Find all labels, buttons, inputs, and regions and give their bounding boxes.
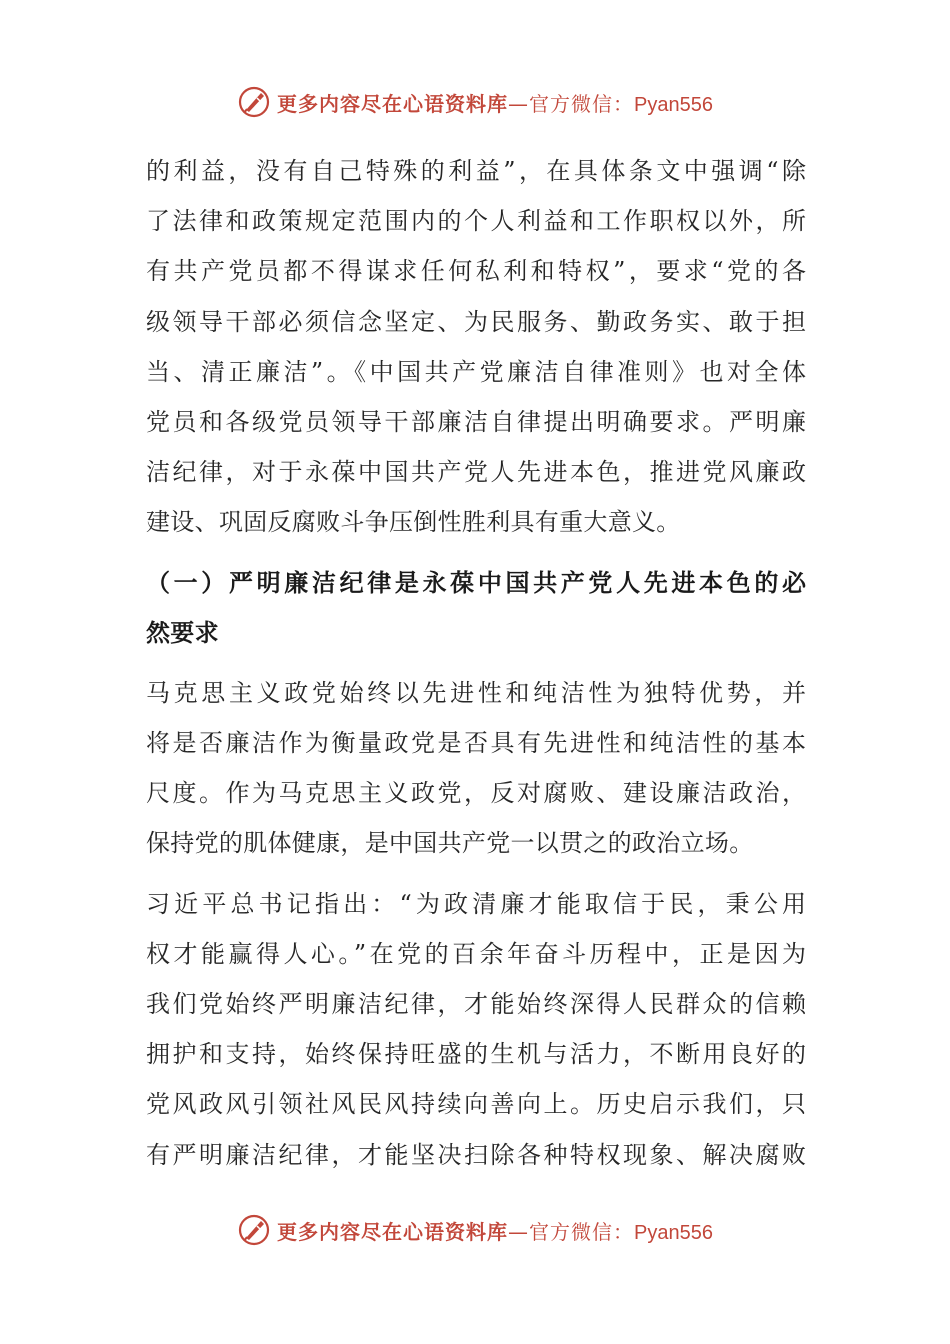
quill-pen-logo-icon bbox=[237, 1213, 271, 1247]
banner-dash: — bbox=[508, 1219, 530, 1244]
text-line: 建设、巩固反腐败斗争压倒性胜利具有重大意义。 bbox=[146, 508, 681, 537]
text-line: 马克思主义政党始终以先进性和纯洁性为独特优势，并 bbox=[146, 678, 806, 707]
section-heading bbox=[146, 558, 806, 658]
paragraph-2 bbox=[146, 668, 806, 869]
brand-name: 更多内容尽在心语资料库 bbox=[277, 91, 509, 116]
brand-name: 更多内容尽在心语资料库 bbox=[277, 1219, 509, 1244]
footer-banner-text bbox=[277, 1216, 713, 1245]
quill-pen-logo-icon bbox=[237, 85, 271, 119]
text-line: 了法律和政策规定范围内的个人利益和工作职权以外，所 bbox=[146, 207, 806, 236]
header-banner bbox=[0, 82, 950, 122]
official-wechat-label: 官方微信： bbox=[529, 1219, 635, 1244]
text-line: 有严明廉洁纪律，才能坚决扫除各种特权现象、解决腐败 bbox=[146, 1140, 806, 1169]
heading-line: （一）严明廉洁纪律是永葆中国共产党人先进本色的必 bbox=[146, 568, 806, 597]
wechat-id: Pyan556 bbox=[634, 1221, 713, 1244]
text-line: 级领导干部必须信念坚定、为民服务、勤政务实、敢于担 bbox=[146, 307, 806, 336]
header-banner-text bbox=[277, 88, 713, 117]
banner-dash: — bbox=[508, 91, 530, 116]
text-line: 当、清正廉洁”。《中国共产党廉洁自律准则》也对全体 bbox=[146, 357, 806, 386]
text-line: 保持党的肌体健康，是中国共产党一以贯之的政治立场。 bbox=[146, 829, 754, 858]
wechat-id: Pyan556 bbox=[634, 93, 713, 116]
text-line: 的利益，没有自己特殊的利益”，在具体条文中强调“除 bbox=[146, 157, 806, 185]
paragraph-3 bbox=[146, 879, 806, 1180]
text-line: 习近平总书记指出：“为政清廉才能取信于民，秉公用 bbox=[146, 889, 806, 918]
text-line: 我们党始终严明廉洁纪律，才能始终深得人民群众的信赖 bbox=[146, 990, 806, 1018]
text-line: 尺度。作为马克思主义政党，反对腐败、建设廉洁政治， bbox=[146, 779, 806, 808]
text-line: 将是否廉洁作为衡量政党是否具有先进性和纯洁性的基本 bbox=[146, 729, 806, 758]
text-line: 有共产党员都不得谋求任何私利和特权”，要求“党的各 bbox=[146, 257, 806, 286]
text-line: 拥护和支持，始终保持旺盛的生机与活力，不断用良好的 bbox=[146, 1040, 806, 1069]
paragraph-1 bbox=[146, 146, 806, 548]
text-line: 洁纪律，对于永葆中国共产党人先进本色，推进党风廉政 bbox=[146, 458, 806, 487]
text-line: 党员和各级党员领导干部廉洁自律提出明确要求。严明廉 bbox=[146, 407, 806, 436]
footer-banner bbox=[0, 1210, 950, 1250]
heading-line: 然要求 bbox=[146, 618, 219, 647]
official-wechat-label: 官方微信： bbox=[529, 91, 635, 116]
document-body bbox=[146, 146, 806, 1180]
text-line: 权才能赢得人心。”在党的百余年奋斗历程中，正是因为 bbox=[146, 939, 806, 968]
text-line: 党风政风引领社风民风持续向善向上。历史启示我们，只 bbox=[146, 1090, 806, 1119]
